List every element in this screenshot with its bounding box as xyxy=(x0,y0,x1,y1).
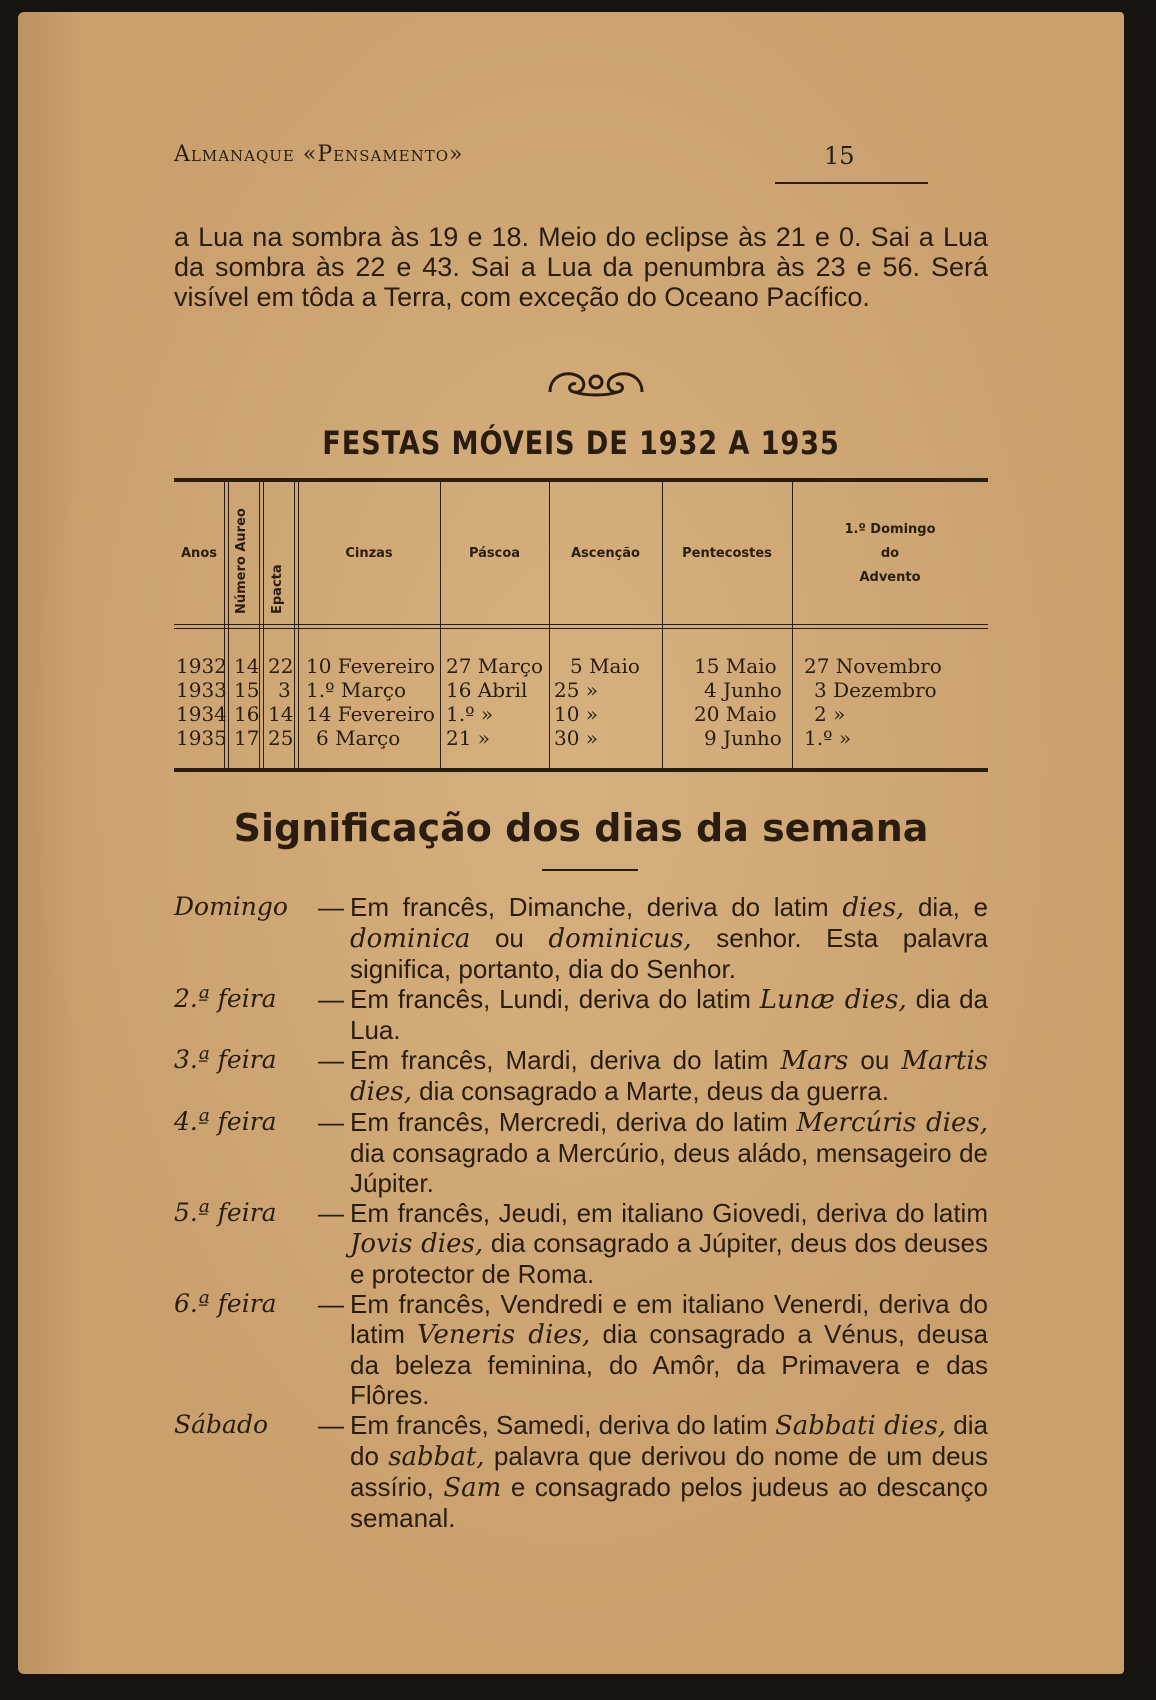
header-epacta: Epacta xyxy=(270,564,285,614)
cell-ano: 1933 xyxy=(176,678,227,702)
table-top-rule xyxy=(174,478,988,482)
column-divider xyxy=(440,482,441,768)
days-list xyxy=(174,892,988,1533)
cell-ano: 1935 xyxy=(176,726,227,750)
cell-ano: 1932 xyxy=(176,654,227,678)
day-description: Em francês, Mercredi, deriva do latim Mercúris dies, dia consagrado a Mercúrio, deus aládo, mensageiro de Júpiter. xyxy=(350,1107,988,1198)
day-entry xyxy=(174,1289,988,1410)
column-divider xyxy=(294,482,295,768)
day-name: 3.ª feira xyxy=(174,1045,277,1074)
cell-cinzas: 1.º Março xyxy=(306,678,407,702)
intro-paragraph xyxy=(174,222,988,312)
cell-pascoa: 27 Março xyxy=(446,654,544,678)
day-dash: — xyxy=(318,1289,344,1319)
cell-ascencao: 30 » xyxy=(554,726,599,750)
day-name: 5.ª feira xyxy=(174,1198,277,1227)
cell-numero: 17 xyxy=(234,726,260,750)
cell-cinzas: 6 Março xyxy=(316,726,401,750)
cell-numero: 16 xyxy=(234,702,260,726)
running-header-title: Almanaque «Pensamento» xyxy=(174,142,464,167)
header-advento-line2: do xyxy=(880,546,900,561)
column-divider xyxy=(549,482,550,768)
cell-pascoa: 21 » xyxy=(446,726,491,750)
cell-numero: 14 xyxy=(234,654,260,678)
day-entry xyxy=(174,1107,988,1198)
header-advento-line3: Advento xyxy=(859,570,921,585)
cell-advento: 1.º » xyxy=(804,726,852,750)
page-number: 15 xyxy=(824,142,855,170)
day-name: Domingo xyxy=(174,892,288,921)
day-dash: — xyxy=(318,1107,344,1137)
cell-epacta: 14 xyxy=(268,702,294,726)
day-description: Em francês, Samedi, deriva do latim Sabbati dies, dia do sabbat, palavra que derivou do nome de um deus assírio, Sam e consagrado pelos judeus ao descanço semanal. xyxy=(350,1410,988,1533)
cell-pentecostes: 9 Junho xyxy=(704,726,782,750)
cell-numero: 15 xyxy=(234,678,260,702)
header-advento-line1: 1.º Domingo xyxy=(844,522,936,537)
day-dash: — xyxy=(318,1198,344,1228)
day-name: 2.ª feira xyxy=(174,984,277,1013)
cell-ano: 1934 xyxy=(176,702,227,726)
intro-text: a Lua na sombra às 19 e 18. Meio do eclipse às 21 e 0. Sai a Lua da sombra às 22 e 43. Sai a Lua da penumbra às 23 e 56. Será visível em tôda a Terra, com exceção do Oceano Pacífico. xyxy=(174,222,988,312)
cell-pentecostes: 4 Junho xyxy=(704,678,782,702)
cell-advento: 2 » xyxy=(814,702,846,726)
day-description: Em francês, Mardi, deriva do latim Mars ou Martis dies, dia consagrado a Marte, deus da guerra. xyxy=(350,1045,988,1107)
day-description: Em francês, Lundi, deriva do latim Lunæ dies, dia da Lua. xyxy=(350,984,988,1045)
column-divider xyxy=(263,482,264,768)
day-entry xyxy=(174,1410,988,1533)
cell-pascoa: 16 Abril xyxy=(446,678,528,702)
day-dash: — xyxy=(318,1410,344,1440)
column-divider xyxy=(662,482,663,768)
header-ascencao: Ascenção xyxy=(571,546,640,561)
cell-epacta: 25 xyxy=(268,726,294,750)
cell-epacta: 3 xyxy=(278,678,291,702)
festas-table xyxy=(174,478,988,772)
significacao-rule xyxy=(542,869,638,871)
cell-pentecostes: 15 Maio xyxy=(694,654,777,678)
day-description: Em francês, Jeudi, em italiano Giovedi, deriva do latim Jovis dies, dia consagrado a Júpiter, deus dos deuses e protector de Roma. xyxy=(350,1198,988,1289)
day-name: 6.ª feira xyxy=(174,1289,277,1318)
day-dash: — xyxy=(318,984,344,1014)
header-numero-aureo: Número Aureo xyxy=(234,508,249,614)
cell-ascencao: 25 » xyxy=(554,678,599,702)
ornament-icon xyxy=(544,362,648,402)
day-entry xyxy=(174,892,988,984)
table-header-rule xyxy=(174,624,988,625)
table-header-rule xyxy=(174,628,988,629)
cell-ascencao: 5 Maio xyxy=(570,654,640,678)
day-name: 4.ª feira xyxy=(174,1107,277,1136)
cell-pascoa: 1.º » xyxy=(446,702,494,726)
day-description: Em francês, Dimanche, deriva do latim dies, dia, e dominica ou dominicus, senhor. Esta palavra significa, portanto, dia do Senhor. xyxy=(350,892,988,984)
cell-advento: 3 Dezembro xyxy=(814,678,937,702)
cell-epacta: 22 xyxy=(268,654,294,678)
cell-cinzas: 10 Fevereiro xyxy=(306,654,435,678)
header-pentecostes: Pentecostes xyxy=(682,546,772,561)
header-anos: Anos xyxy=(181,546,217,561)
header-cinzas: Cinzas xyxy=(345,546,393,561)
day-entry xyxy=(174,1045,988,1107)
festas-title: FESTAS MÓVEIS DE 1932 A 1935 xyxy=(322,424,840,462)
column-divider xyxy=(298,482,299,768)
cell-cinzas: 14 Fevereiro xyxy=(306,702,435,726)
day-name: Sábado xyxy=(174,1410,268,1439)
almanac-page xyxy=(18,12,1124,1674)
day-dash: — xyxy=(318,892,344,922)
cell-ascencao: 10 » xyxy=(554,702,599,726)
header-rule xyxy=(775,182,928,184)
day-entry xyxy=(174,984,988,1045)
day-description: Em francês, Vendredi e em italiano Venerdi, deriva do latim Veneris dies, dia consagrado a Vénus, deusa da beleza feminina, do Amôr, da Primavera e das Flôres. xyxy=(350,1289,989,1410)
day-entry xyxy=(174,1198,988,1289)
cell-advento: 27 Novembro xyxy=(804,654,942,678)
cell-pentecostes: 20 Maio xyxy=(694,702,777,726)
day-dash: — xyxy=(318,1045,344,1075)
table-bottom-rule xyxy=(174,768,988,772)
column-divider xyxy=(228,482,229,768)
header-pascoa: Páscoa xyxy=(468,546,521,561)
significacao-title: Significação dos dias da semana xyxy=(233,806,929,850)
